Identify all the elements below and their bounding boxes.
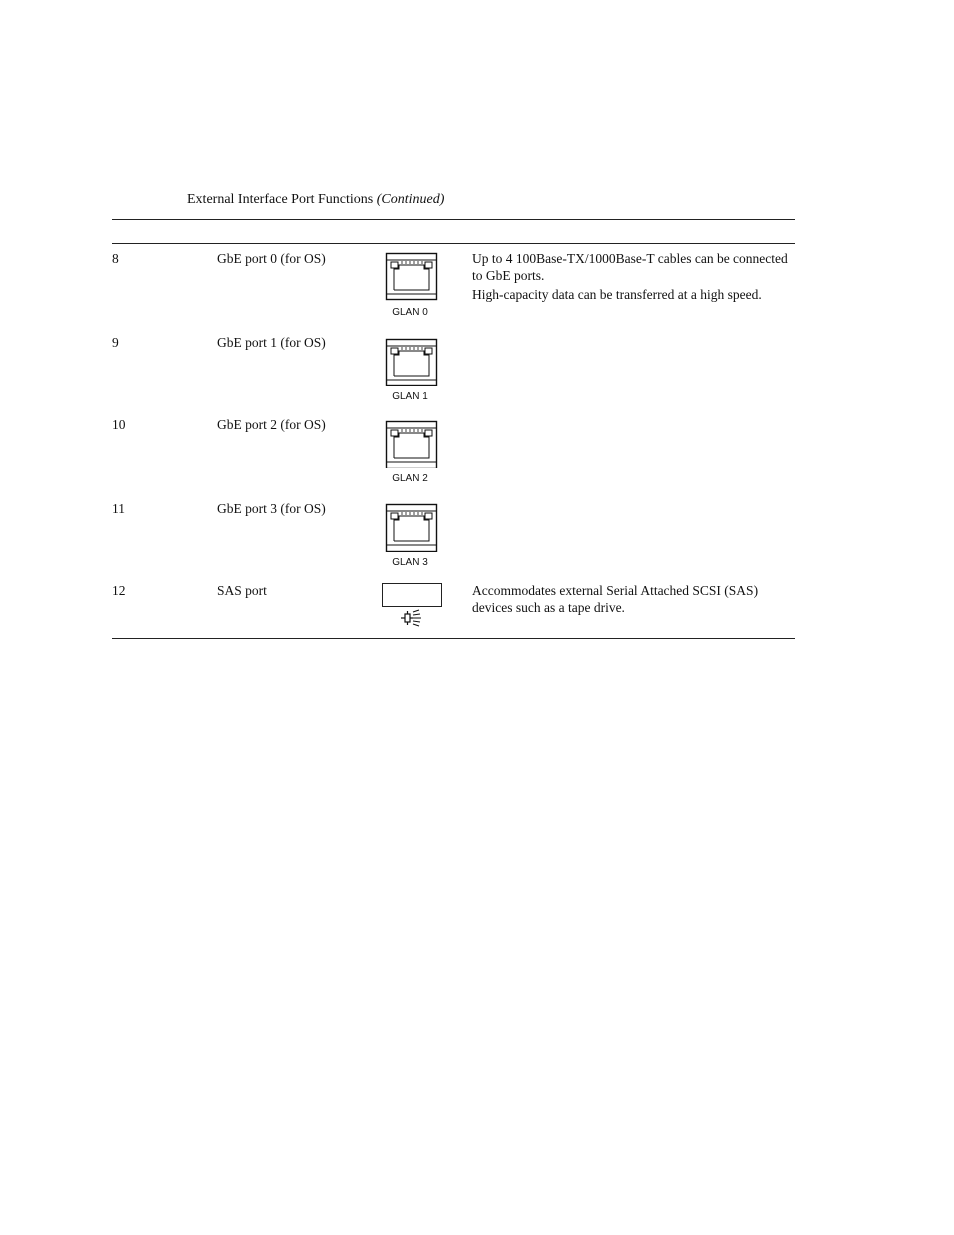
port-name: GbE port 0 (for OS) [217, 251, 326, 266]
table-caption [187, 191, 444, 209]
description-paragraph: Accommodates external Serial Attached SCSI (SAS) devices such as a tape drive. [472, 583, 759, 615]
port-name: GbE port 2 (for OS) [217, 417, 326, 432]
port-icon-cell [380, 500, 444, 569]
table-caption-continued: (Continued) [376, 192, 445, 207]
rj45-port-icon [380, 500, 440, 552]
description-paragraph: High-capacity data can be transferred at a high speed. [472, 287, 762, 302]
port-number: 12 [112, 583, 126, 598]
rj45-port-icon [380, 334, 440, 386]
port-number: 8 [112, 251, 119, 266]
table-bottom-rule [112, 638, 795, 639]
sas-port-icon [382, 583, 442, 607]
port-number: 10 [112, 417, 126, 432]
port-icon-label: GLAN 2 [392, 473, 428, 484]
port-icon-cell [380, 334, 444, 403]
description-paragraph: Up to 4 100Base-TX/1000Base-T cables can be connected to GbE ports. [472, 251, 788, 283]
table-header-rule [112, 243, 795, 244]
rj45-port-icon [380, 416, 440, 468]
port-icon-label: GLAN 1 [392, 391, 428, 402]
port-icon-cell [380, 250, 444, 319]
port-name: GbE port 3 (for OS) [217, 501, 326, 516]
table-caption-title: External Interface Port Functions [187, 192, 374, 207]
port-icon-label: GLAN 3 [392, 557, 428, 568]
port-description [472, 250, 792, 305]
rj45-port-icon [380, 250, 440, 302]
sas-symbol-icon [400, 609, 422, 627]
port-description [472, 582, 792, 618]
table-top-rule [112, 219, 795, 220]
port-icon-label: GLAN 0 [392, 307, 428, 318]
port-name: GbE port 1 (for OS) [217, 335, 326, 350]
port-icon-cell [380, 416, 444, 485]
port-name: SAS port [217, 583, 267, 598]
port-icon-cell [380, 582, 444, 627]
port-number: 11 [112, 501, 125, 516]
port-number: 9 [112, 335, 119, 350]
